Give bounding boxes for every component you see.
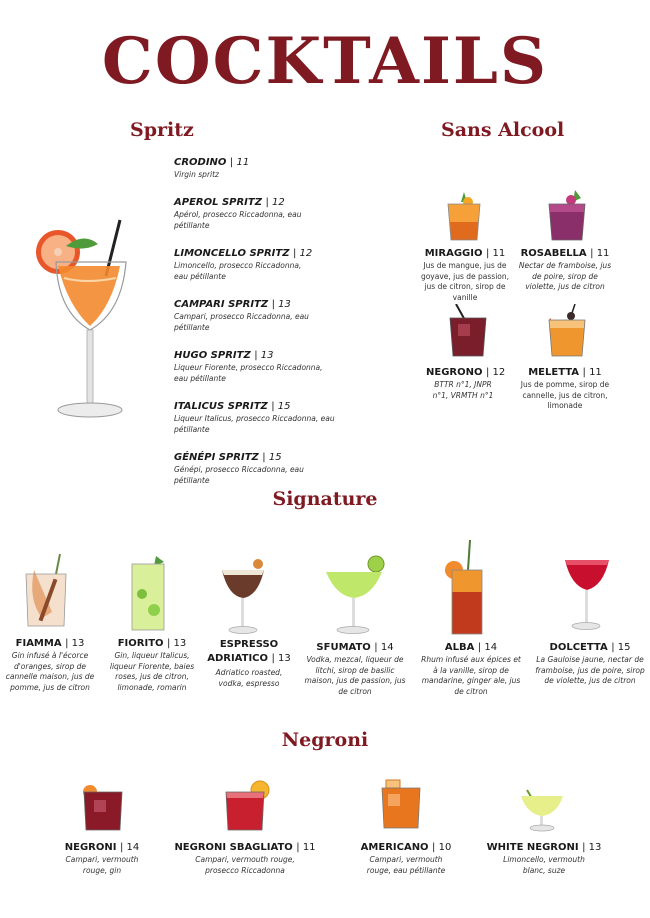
dolcetta-glass-illustration [561,554,613,634]
item-name: LIMONCELLO SPRITZ [174,248,290,259]
meletta-glass-illustration [545,304,589,360]
item-name: SFUMATO [316,642,371,653]
item-description: Apérol, prosecco Riccadonna, eau pétillante [174,210,302,230]
item-name: WHITE NEGRONI [486,842,579,853]
item-name: CRODINO [174,157,227,168]
item-price: | 11 [485,248,506,259]
item-name: APEROL SPRITZ [174,197,262,208]
signature-item-espresso-adriatico [204,638,294,689]
item-price: | 13 [167,638,187,649]
item-description: Limoncello, vermouth blanc, suze [503,855,585,875]
signature-item-fiorito [104,638,200,693]
americano-glass-illustration [378,776,426,832]
spritz-item-crodino [174,157,344,180]
negrono-glass-illustration [446,304,490,360]
sfumato-glass-illustration [322,554,388,636]
item-description: Jus de mangue, jus de goyave, jus de passion, jus de citron, sirop de vanille [420,261,510,302]
item-price: | 11 [296,842,316,853]
alba-glass-illustration [440,540,492,638]
item-price: | 14 [374,642,394,653]
item-description: Campari, vermouth rouge, gin [65,855,139,875]
item-description: Virgin spritz [174,170,219,179]
spritz-item-italicus [174,401,344,435]
rosabella-glass-illustration [545,188,589,244]
item-description: Campari, vermouth rouge, eau pétillante [366,855,446,875]
item-name: HUGO SPRITZ [174,350,251,361]
negroni-glass-illustration [80,782,126,834]
item-price: | 12 [292,248,313,259]
signature-item-sfumato [302,642,408,697]
negroni-sbagliato-glass-illustration [222,778,272,834]
item-name: NEGRONO [426,367,483,378]
item-price: | 15 [611,642,631,653]
espresso-adriatico-glass-illustration [218,556,268,636]
item-name: MELETTA [528,367,580,378]
item-price: | 13 [582,842,602,853]
item-description: Génépi, prosecco Riccadonna, eau pétillante [174,465,304,485]
sans-alcool-item-negrono [426,367,506,401]
fiorito-glass-illustration [128,554,172,634]
item-name: ALBA [444,642,475,653]
item-price: | 14 [477,642,498,653]
item-name: ROSABELLA [520,248,587,259]
item-description: Adriatico roasted, vodka, espresso [215,668,283,688]
spritz-glass-illustration [28,218,146,423]
spritz-item-campari [174,299,344,333]
negroni-item-white-negroni [482,842,606,876]
item-name: GÉNÉPI SPRITZ [174,452,259,463]
signature-item-dolcetta [534,642,646,687]
item-description: Limoncello, prosecco Riccadonna, eau pétillante [174,261,302,281]
item-price: | 11 [229,157,250,168]
item-price: | 11 [582,367,602,378]
item-name: FIAMMA [15,638,62,649]
negroni-heading: Negroni [281,729,369,751]
signature-item-fiamma [2,638,98,693]
item-description: Campari, prosecco Riccadonna, eau pétillante [174,312,309,332]
item-price: | 13 [271,299,291,310]
signature-item-alba [418,642,524,697]
item-description: BTTR n°1, JNPR n°1, VRMTH n°1 [432,380,494,400]
item-description: Gin infusé à l'écorce d'oranges, sirop de cannelle maison, jus de pomme, jus de citron [5,651,95,692]
item-description: Vodka, mezcal, liqueur de litchi, sirop de basilic maison, jus de passion, jus de citron [304,655,406,696]
item-name: DOLCETTA [549,642,608,653]
item-name: NEGRONI SBAGLIATO [174,842,293,853]
item-name: ESPRESSO ADRIATICO [207,639,279,664]
spritz-item-aperol [174,197,344,231]
spritz-heading: Spritz [130,119,194,141]
item-price: | 15 [271,401,291,412]
item-price: | 13 [254,350,274,361]
item-description: Campari, vermouth rouge, prosecco Riccadonna [195,855,295,875]
negroni-item-negroni-sbagliato [170,842,320,876]
spritz-item-genepi [174,452,344,486]
sans-alcool-item-meletta [517,367,613,412]
item-price: | 13 [65,638,85,649]
item-name: MIRAGGIO [424,248,483,259]
spritz-item-limoncello [174,248,344,282]
item-name: FIORITO [117,638,164,649]
item-description: Liqueur Fiorente, prosecco Riccadonna, eau pétillante [174,363,323,383]
item-name: CAMPARI SPRITZ [174,299,269,310]
item-price: | 12 [265,197,285,208]
item-description: Gin, liqueur Italicus, liqueur Fiorente, baies roses, jus de citron, limonade, romarin [109,651,195,692]
item-price: | 11 [590,248,610,259]
item-name: AMERICANO [360,842,429,853]
fiamma-glass-illustration [20,550,74,630]
negroni-item-americano [350,842,462,876]
sans-alcool-item-miraggio [420,248,510,303]
item-description: Nectar de framboise, jus de poire, sirop de violette, jus de citron [518,261,612,291]
miraggio-glass-illustration [444,188,484,244]
sans-alcool-heading: Sans Alcool [441,119,565,141]
page-title: COCKTAILS [101,24,549,99]
negroni-item-negroni [50,842,154,876]
item-name: NEGRONI [64,842,117,853]
item-price: | 14 [119,842,140,853]
item-description: La Gauloise jaune, nectar de framboise, jus de poire, sirop de violette, jus de citron [535,655,645,685]
item-price: | 15 [262,452,282,463]
item-description: Liqueur Italicus, prosecco Riccadonna, eau pétillante [174,414,335,434]
sans-alcool-item-rosabella [517,248,613,293]
item-name: ITALICUS SPRITZ [174,401,268,412]
item-description: Jus de pomme, sirop de cannelle, jus de citron, limonade [520,380,610,410]
white-negroni-glass-illustration [517,786,567,832]
spritz-item-hugo [174,350,344,384]
item-description: Rhum infusé aux épices et à la vanille, sirop de mandarine, ginger ale, jus de citron [421,655,521,696]
item-price: | 13 [271,653,291,664]
item-price: | 12 [485,367,506,378]
item-price: | 10 [432,842,452,853]
signature-heading: Signature [272,488,378,510]
